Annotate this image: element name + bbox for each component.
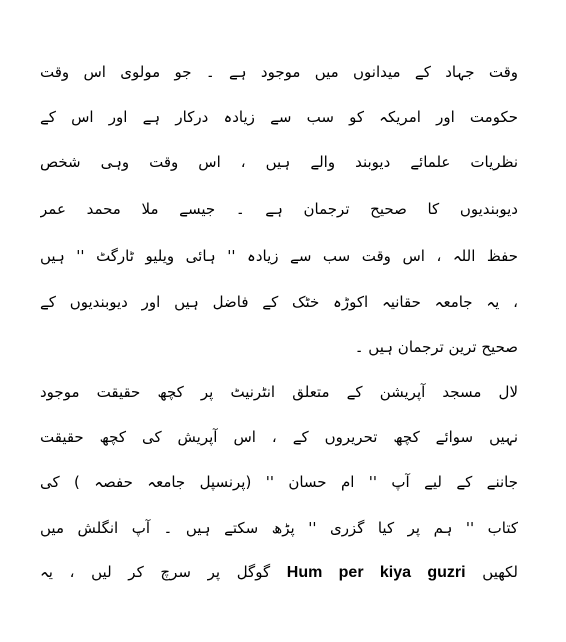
text-line-1: وقت جہاد کے میدانوں میں موجود ہے ۔ جو مولوی اس وقت — [40, 63, 518, 81]
text-line-3: نظریات علمائے دیوبند والے ہیں ، اس وقت وہی شخص — [40, 153, 518, 171]
text-line-12 — [40, 552, 518, 592]
text-line-10: جاننے کے لیے آپ '' ام حسان '' (پرنسپل جامعہ حفصہ ) کی — [40, 473, 518, 491]
text-line-12-end: گوگل پر سرچ کر لیں ، یہ — [40, 563, 271, 581]
search-term-latin: Hum per kiya guzri — [286, 564, 466, 581]
text-line-6: ، یہ جامعہ حقانیہ اکوڑہ خٹک کے فاضل ہیں اور دیوبندیوں کے — [40, 293, 518, 311]
text-line-4: دیوبندیوں کا صحیح ترجمان ہے ۔ جیسے ملا محمد عمر — [40, 200, 518, 218]
document-page — [40, 52, 518, 612]
text-line-7: صحیح ترین ترجمان ہیں ۔ — [354, 338, 518, 356]
text-line-9: نہیں سوائے کچھ تحریروں کے ، اس آپریش کی کچھ حقیقت — [40, 428, 518, 446]
text-line-12-start: لکھیں — [482, 563, 518, 581]
text-line-2: حکومت اور امریکہ کو سب سے زیادہ درکار ہے اور اس کے — [40, 108, 518, 126]
text-line-8: لال مسجد آپریشن کے متعلق انٹرنیٹ پر کچھ حقیقت موجود — [40, 383, 518, 401]
text-line-11: کتاب '' ہم پر کیا گزری '' پڑھ سکتے ہیں ۔ آپ انگلش میں — [40, 519, 518, 537]
text-line-5: حفظ اللہ ، اس وقت سب سے زیادہ '' ہائی ویلیو ٹارگٹ '' ہیں — [40, 247, 518, 265]
